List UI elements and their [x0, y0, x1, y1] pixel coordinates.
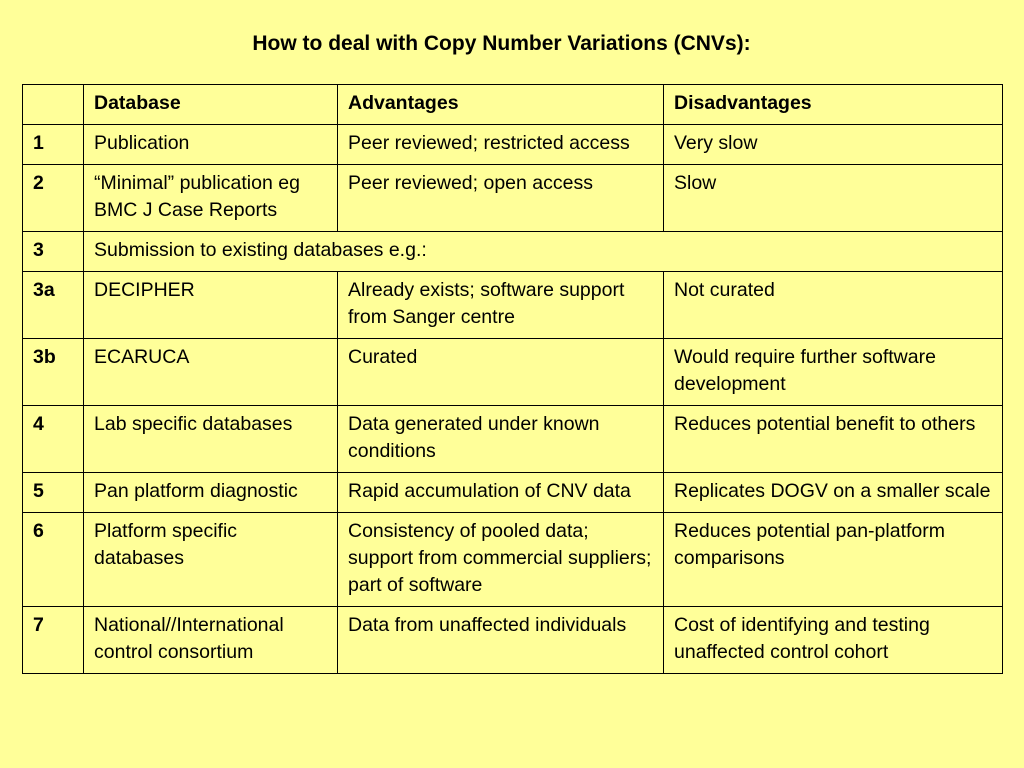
table-header-row — [23, 85, 1003, 125]
disadvantages-cell: Replicates DOGV on a smaller scale — [664, 473, 1003, 513]
database-cell: Lab specific databases — [84, 406, 338, 473]
table-row — [23, 272, 1003, 339]
database-cell: ECARUCA — [84, 339, 338, 406]
database-cell: “Minimal” publication eg BMC J Case Reports — [84, 165, 338, 232]
row-number: 1 — [23, 125, 84, 165]
advantages-cell: Already exists; software support from Sanger centre — [338, 272, 664, 339]
database-cell: National//International control consortium — [84, 607, 338, 674]
database-cell: Platform specific databases — [84, 513, 338, 607]
header-database: Database — [84, 85, 338, 125]
disadvantages-cell: Not curated — [664, 272, 1003, 339]
header-number — [23, 85, 84, 125]
disadvantages-cell: Reduces potential benefit to others — [664, 406, 1003, 473]
table-row — [23, 165, 1003, 232]
database-cell: Pan platform diagnostic — [84, 473, 338, 513]
table-row — [23, 232, 1003, 272]
advantages-cell: Data generated under known conditions — [338, 406, 664, 473]
row-number: 2 — [23, 165, 84, 232]
row-number: 4 — [23, 406, 84, 473]
row-number: 3b — [23, 339, 84, 406]
disadvantages-cell: Would require further software development — [664, 339, 1003, 406]
disadvantages-cell: Cost of identifying and testing unaffected control cohort — [664, 607, 1003, 674]
row-number: 6 — [23, 513, 84, 607]
table-row — [23, 125, 1003, 165]
row-number: 3a — [23, 272, 84, 339]
database-cell: Publication — [84, 125, 338, 165]
table-row — [23, 513, 1003, 607]
disadvantages-cell: Reduces potential pan-platform comparisons — [664, 513, 1003, 607]
header-advantages: Advantages — [338, 85, 664, 125]
slide-title: How to deal with Copy Number Variations (CNVs): — [252, 32, 751, 55]
header-disadvantages: Disadvantages — [664, 85, 1003, 125]
disadvantages-cell: Very slow — [664, 125, 1003, 165]
advantages-cell: Rapid accumulation of CNV data — [338, 473, 664, 513]
advantages-cell: Peer reviewed; restricted access — [338, 125, 664, 165]
table-row — [23, 607, 1003, 674]
database-cell: DECIPHER — [84, 272, 338, 339]
row-number: 3 — [23, 232, 84, 272]
advantages-cell: Data from unaffected individuals — [338, 607, 664, 674]
table-row — [23, 339, 1003, 406]
merged-description-cell: Submission to existing databases e.g.: — [84, 232, 1003, 272]
disadvantages-cell: Slow — [664, 165, 1003, 232]
row-number: 7 — [23, 607, 84, 674]
advantages-cell: Consistency of pooled data; support from commercial suppliers; part of software — [338, 513, 664, 607]
cnv-database-table — [22, 84, 1003, 674]
advantages-cell: Peer reviewed; open access — [338, 165, 664, 232]
row-number: 5 — [23, 473, 84, 513]
table-row — [23, 406, 1003, 473]
table-row — [23, 473, 1003, 513]
advantages-cell: Curated — [338, 339, 664, 406]
